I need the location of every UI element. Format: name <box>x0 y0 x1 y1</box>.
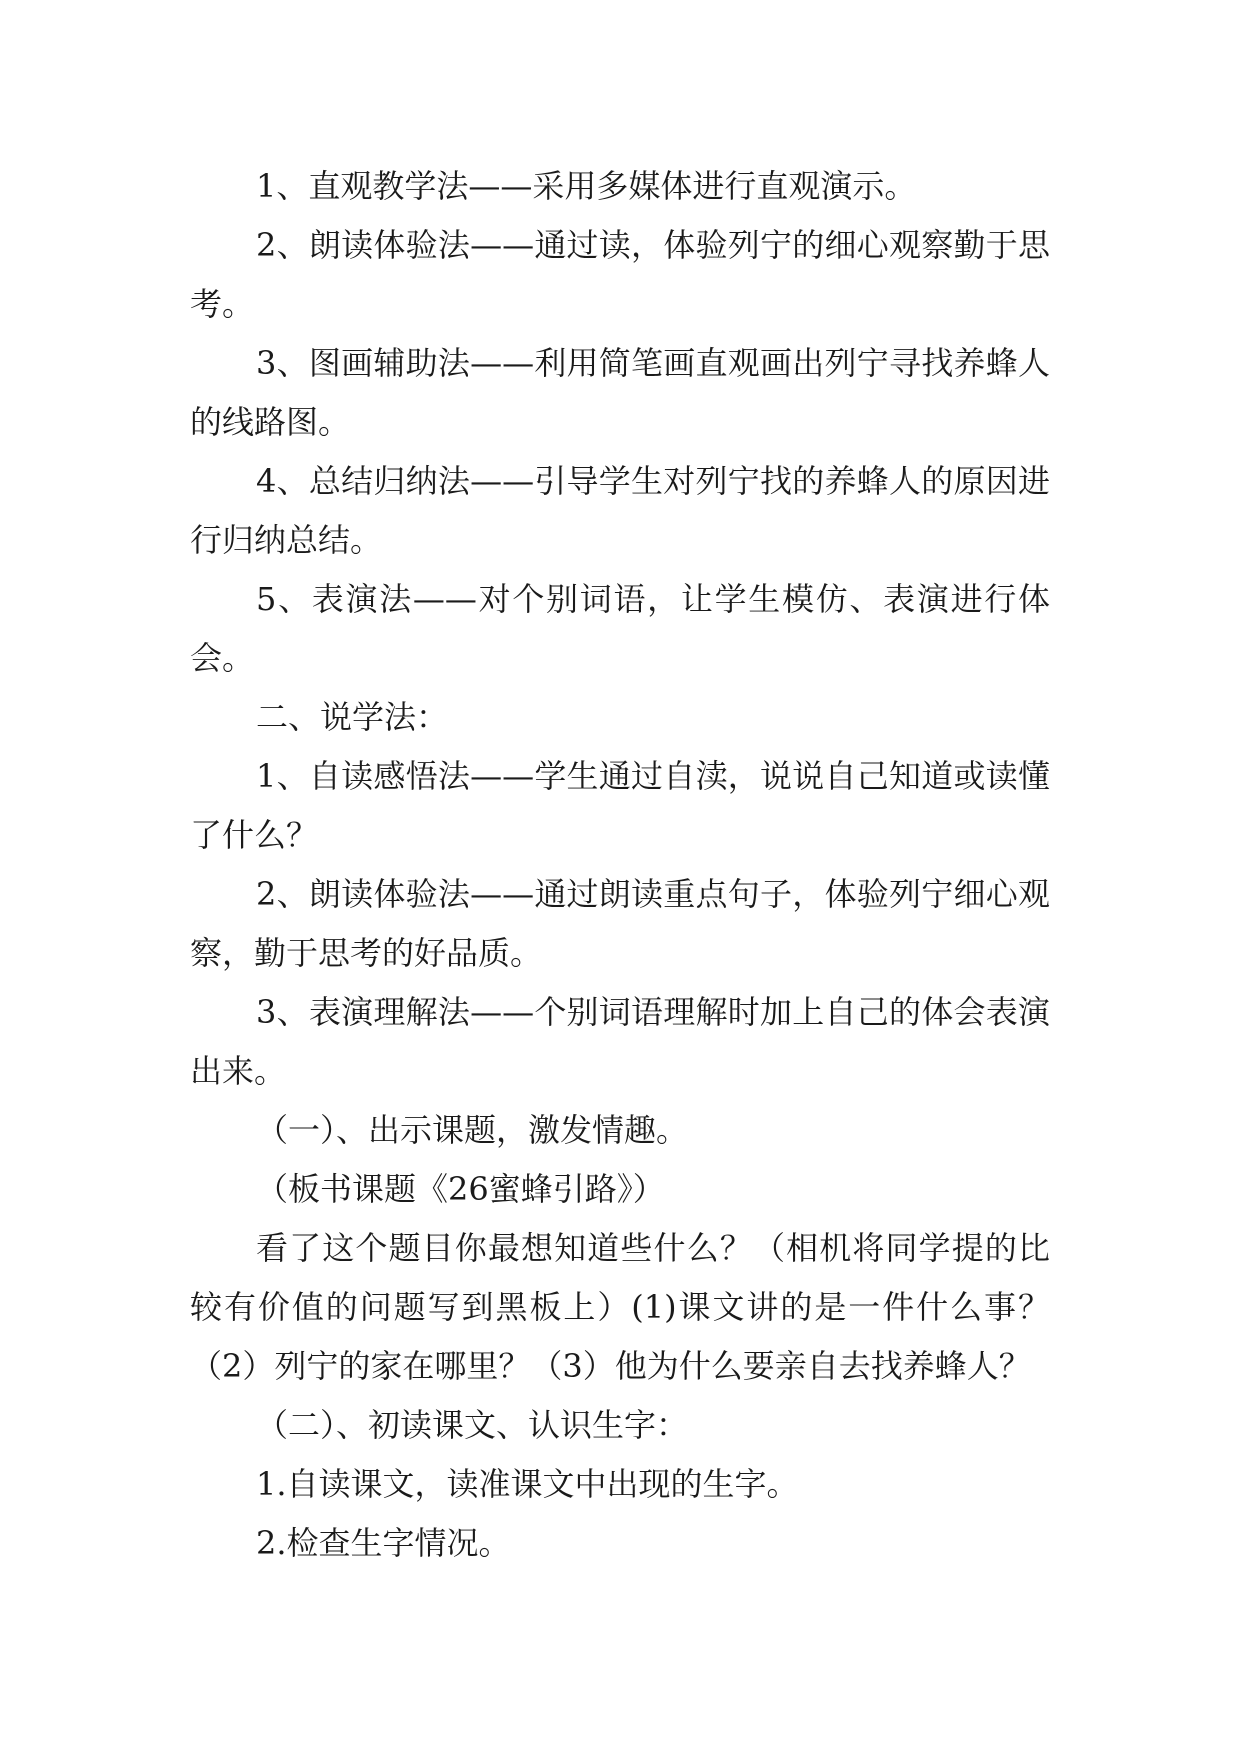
paragraph-study-3: 3、表演理解法——个别词语理解时加上自己的体会表演出来。 <box>190 993 1050 1090</box>
step-heading-1: （一）、出示课题，激发情趣。 <box>256 1111 689 1149</box>
paragraph-questions: 看了这个题目你最想知道些什么？（相机将同学提的比较有价值的问题写到黑板上）(1)课文讲的是一件什么事？（2）列宁的家在哪里？（3）他为什么要亲自去找养蜂人？ <box>190 1229 1050 1385</box>
paragraph-study-2: 2、朗读体验法——通过朗读重点句子，体验列宁细心观察，勤于思考的好品质。 <box>190 875 1050 972</box>
paragraph-method-1: 1、直观教学法——采用多媒体进行直观演示。 <box>256 167 917 205</box>
step-heading-2: （二）、初读课文、认识生字： <box>256 1406 689 1444</box>
paragraph-method-4: 4、总结归纳法——引导学生对列宁找的养蜂人的原因进行归纳总结。 <box>190 462 1050 559</box>
paragraph-study-1: 1、自读感悟法——学生通过自渎，说说自己知道或读懂了什么？ <box>190 757 1050 854</box>
paragraph-step-2-2: 2.检查生字情况。 <box>256 1524 511 1562</box>
paragraph-method-3: 3、图画辅助法——利用简笔画直观画出列宁寻找养蜂人的线路图。 <box>190 344 1050 441</box>
paragraph-board-title: （板书课题《26蜜蜂引路》） <box>256 1170 665 1208</box>
document-body <box>190 157 1050 1573</box>
section-heading-study-methods: 二、说学法： <box>256 698 449 736</box>
paragraph-method-5: 5、表演法——对个别词语，让学生模仿、表演进行体会。 <box>190 580 1050 677</box>
paragraph-method-2: 2、朗读体验法——通过读，体验列宁的细心观察勤于思考。 <box>190 226 1050 323</box>
paragraph-step-2-1: 1.自读课文，读准课文中出现的生字。 <box>256 1465 799 1503</box>
